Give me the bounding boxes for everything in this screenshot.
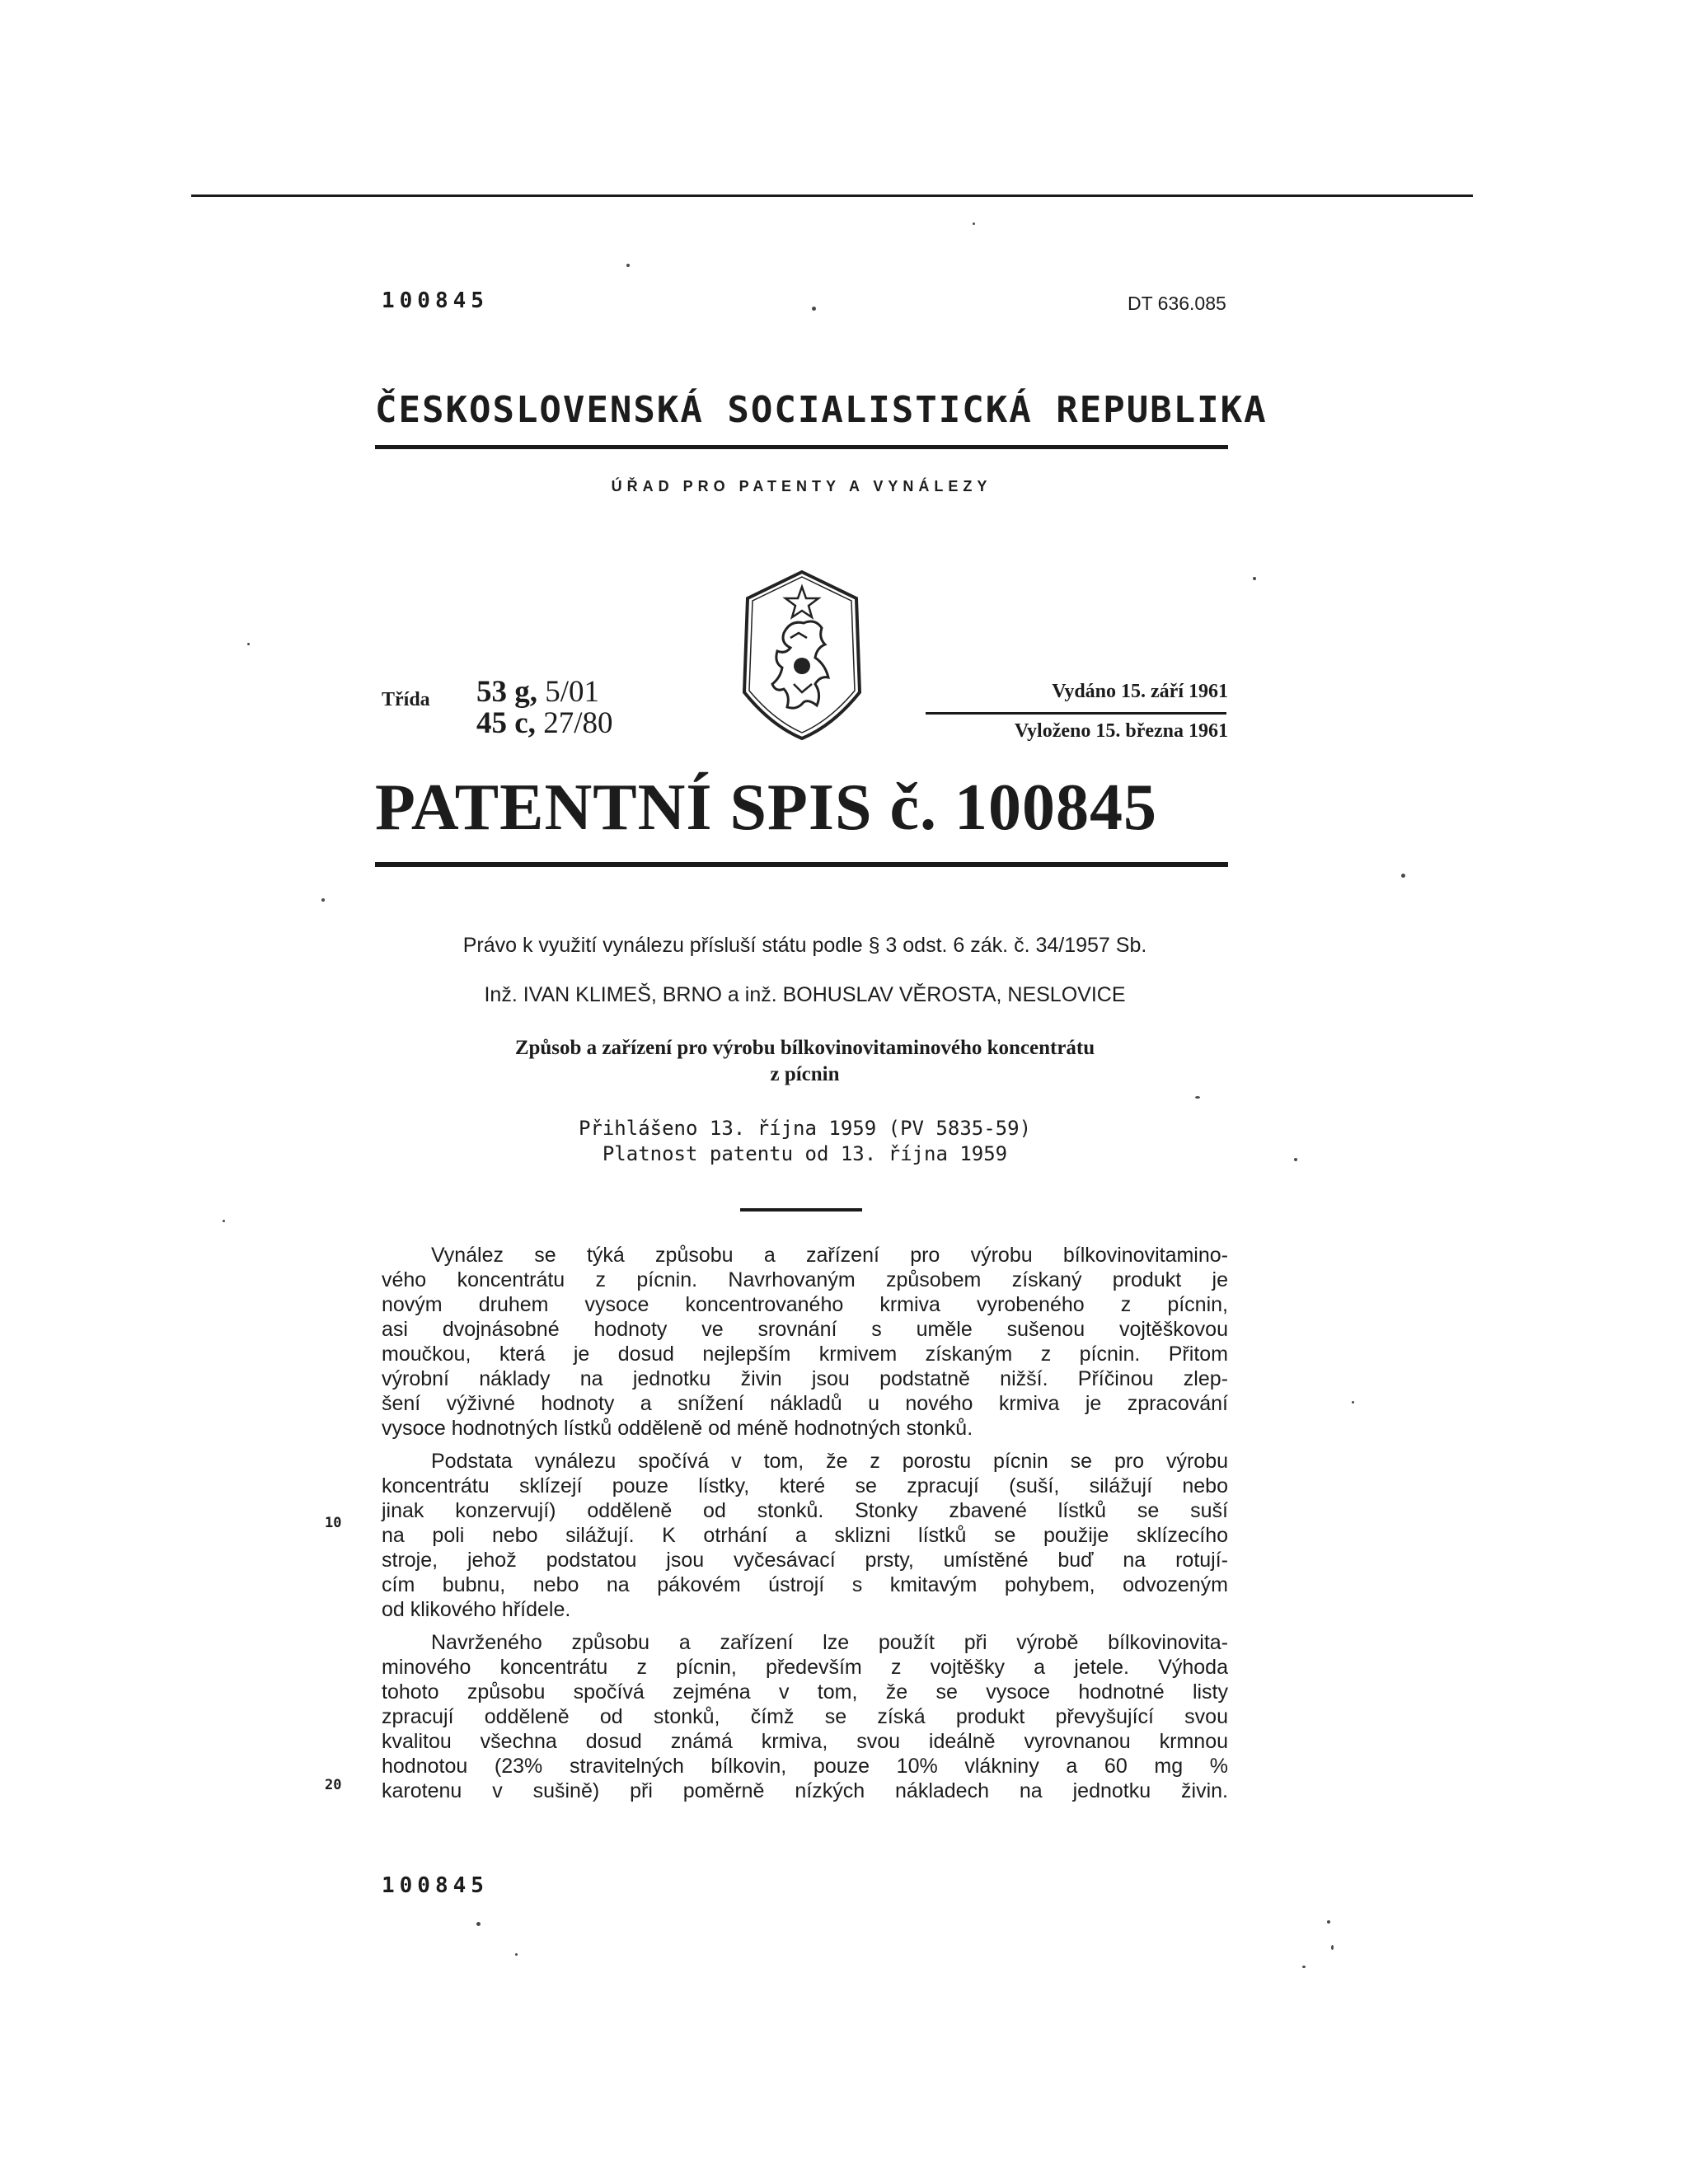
- body-line: na poli nebo silážují. K otrhání a sklizni lístků se použije sklízecího: [382, 1524, 1228, 1547]
- body-line: novým druhem vysoce koncentrovaného krmiva vyrobeného z pícnin,: [382, 1293, 1228, 1316]
- class-code-2-main: 45 c,: [476, 706, 536, 740]
- scan-speck: [812, 307, 816, 311]
- scan-speck: [247, 643, 250, 645]
- body-line: zpracují odděleně od stonků, čímž se získá produkt převyšující svou: [382, 1705, 1228, 1728]
- body-line: asi dvojnásobné hodnoty ve srovnání s uměle sušenou vojtěškovou: [382, 1318, 1228, 1341]
- scan-speck: [1195, 1096, 1200, 1099]
- body-line: šení výživné hodnoty a snížení nákladů u nového krmiva je zpracování: [382, 1392, 1228, 1415]
- title-rule: [375, 862, 1228, 867]
- body-line: vysoce hodnotných lístků odděleně od méně hodnotných stonků.: [382, 1417, 973, 1440]
- date-rule: [926, 712, 1226, 715]
- class-code-1-main: 53 g,: [476, 675, 537, 709]
- scan-speck: [1253, 577, 1256, 580]
- body-line: jinak konzervují) odděleně od stonků. Stonky zbavené lístků se suší: [382, 1499, 1228, 1522]
- class-code-2-sub: 27/80: [535, 706, 613, 740]
- scan-speck: [476, 1922, 481, 1926]
- body-line: karotenu v sušině) při poměrně nízkých nákladech na jednotku živin.: [382, 1779, 1228, 1802]
- invention-title-line-1: Způsob a zařízení pro výrobu bílkovinovitaminového koncentrátu: [514, 1037, 1095, 1059]
- class-code-1-sub: 5/01: [537, 675, 600, 709]
- scan-speck: [1294, 1158, 1297, 1161]
- body-line: hodnotou (23% stravitelných bílkovin, pouze 10% vlákniny a 60 mg %: [382, 1755, 1228, 1778]
- margin-line-number: 20: [325, 1777, 342, 1793]
- body-line: výrobní náklady na jednotku živin jsou podstatně nižší. Příčinou zlep-: [382, 1367, 1228, 1390]
- scan-speck: [973, 223, 975, 225]
- country-title: ČESKOSLOVENSKÁ SOCIALISTICKÁ REPUBLIKA: [375, 389, 1268, 431]
- body-line: minového koncentrátu z pícnin, především z vojtěšky a jetele. Výhoda: [382, 1656, 1228, 1679]
- state-emblem-icon: [736, 569, 868, 742]
- body-line: tohoto způsobu spočívá zejména v tom, že se vysoce hodnotné listy: [382, 1680, 1228, 1704]
- filing-date: Přihlášeno 13. října 1959 (PV 5835-59): [578, 1117, 1032, 1140]
- class-label: Třída: [382, 689, 430, 710]
- invention-title-line-2: z pícnin: [770, 1063, 840, 1085]
- top-rule: [191, 194, 1473, 197]
- scan-speck: [223, 1220, 225, 1222]
- body-line: stroje, jehož podstatou jsou vyčesávací prsty, umístěné buď na rotují-: [382, 1549, 1228, 1572]
- office-name: ÚŘAD PRO PATENTY A VYNÁLEZY: [611, 478, 992, 494]
- scan-speck: [321, 898, 325, 902]
- doc-number-top: 100845: [382, 288, 489, 313]
- scan-speck: [515, 1953, 518, 1956]
- class-code-1: [476, 674, 599, 710]
- scan-speck: [1352, 1401, 1354, 1404]
- body-line: Vynález se týká způsobu a zařízení pro výrobu bílkovinovitamino-: [431, 1244, 1228, 1267]
- body-line: koncentrátu sklízejí pouze lístky, které se zpracují (suší, silážují nebo: [382, 1474, 1228, 1497]
- scan-speck: [1401, 874, 1405, 878]
- doc-number-bottom: 100845: [382, 1873, 489, 1898]
- scan-speck: [1302, 1966, 1306, 1968]
- rights-statement: Právo k využití vynálezu přísluší státu podle § 3 odst. 6 zák. č. 34/1957 Sb.: [462, 934, 1147, 957]
- patent-validity: Platnost patentu od 13. října 1959: [602, 1142, 1008, 1165]
- scan-speck: [1331, 1945, 1334, 1950]
- body-line: Navrženého způsobu a zařízení lze použít při výrobě bílkovinovita-: [431, 1631, 1228, 1654]
- separator-rule: [740, 1208, 862, 1212]
- margin-line-number: 10: [325, 1515, 342, 1531]
- issued-date: Vydáno 15. září 1961: [1052, 681, 1228, 702]
- body-line: cím bubnu, nebo na pákovém ústrojí s kmitavým pohybem, odvozeným: [382, 1573, 1228, 1596]
- dt-code: DT 636.085: [1128, 293, 1226, 314]
- patent-title: PATENTNÍ SPIS č. 100845: [375, 771, 1158, 844]
- scan-speck: [626, 264, 630, 267]
- body-line: moučkou, která je dosud nejlepším krmivem získaným z pícnin. Přitom: [382, 1343, 1228, 1366]
- body-line: vého koncentrátu z pícnin. Navrhovaným způsobem získaný produkt je: [382, 1268, 1228, 1291]
- inventors: Inž. IVAN KLIMEŠ, BRNO a inž. BOHUSLAV VĚROSTA, NESLOVICE: [484, 983, 1126, 1006]
- body-line: od klikového hřídele.: [382, 1598, 571, 1621]
- country-rule: [375, 445, 1228, 449]
- class-code-2: [476, 705, 612, 741]
- body-line: Podstata vynálezu spočívá v tom, že z porostu pícnin se pro výrobu: [431, 1450, 1228, 1473]
- scan-speck: [1327, 1920, 1330, 1924]
- body-line: kvalitou všechna dosud známá krmiva, svou ideálně vyrovnanou krmnou: [382, 1730, 1228, 1753]
- laid-open-date: Vyloženo 15. března 1961: [1014, 720, 1228, 742]
